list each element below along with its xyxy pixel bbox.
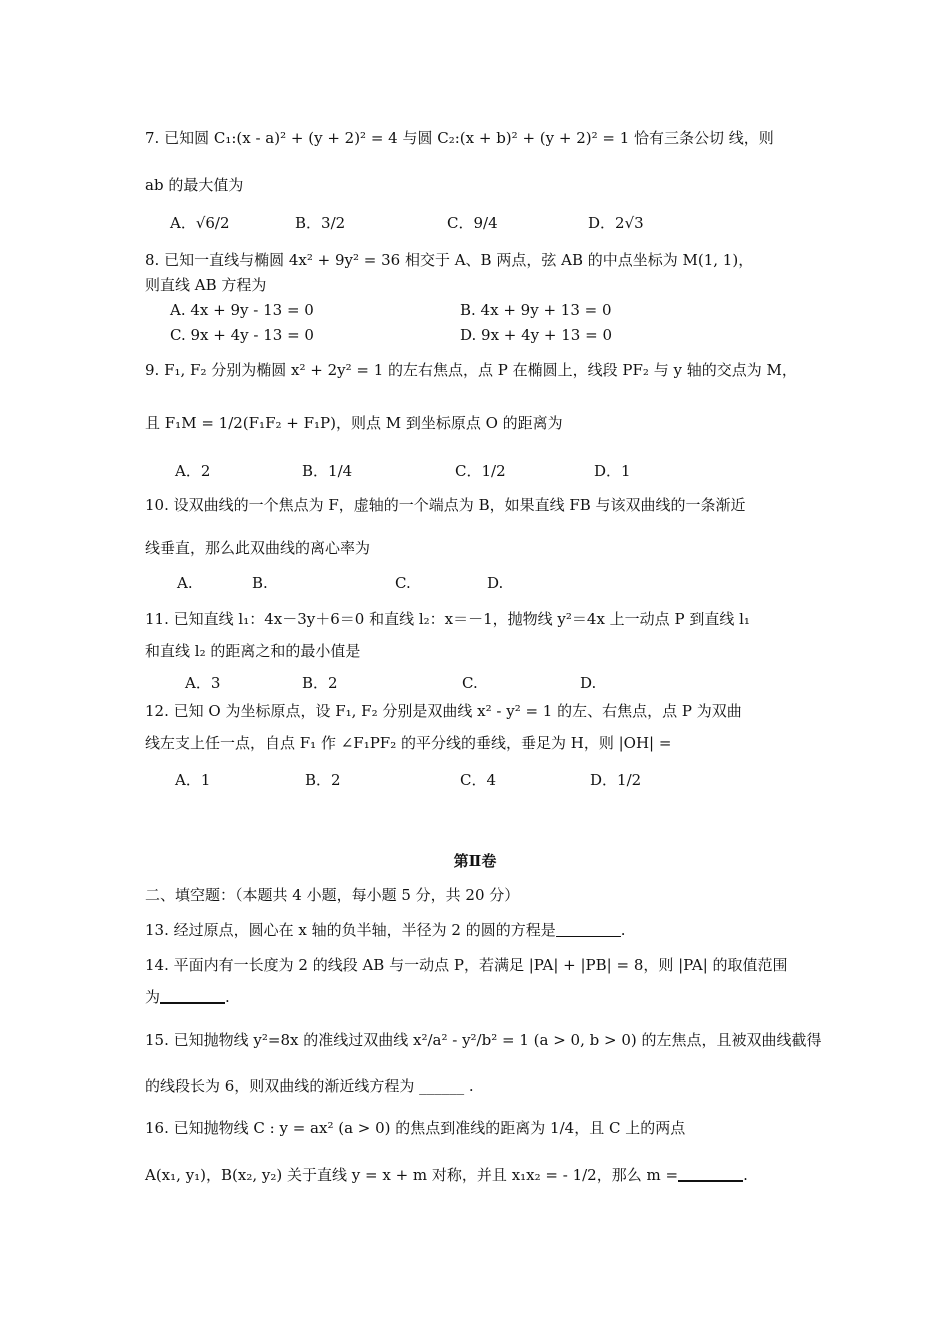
q15-line1: 15. 已知抛物线 y²=8x 的准线过双曲线 x²/a² - y²/b² = 1 (a > 0, b > 0) 的左焦点，且被双曲线截得 [145,1031,822,1049]
q8-option-b: B. 4x + 9y + 13 = 0 [460,301,612,319]
q12-option-a: A．1 [175,771,211,789]
q13-text: 13. 经过原点，圆心在 x 轴的负半轴，半径为 2 的圆的方程是 [145,921,556,939]
q9-option-c: C．1/2 [455,462,506,480]
q12-line2: 线左支上任一点，自点 F₁ 作 ∠F₁PF₂ 的平分线的垂线，垂足为 H，则 |OH| = [145,734,672,752]
q7-line1: 7. 已知圆 C₁:(x - a)² + (y + 2)² = 4 与圆 C₂:(x + b)² + (y + 2)² = 1 恰有三条公切 线，则 [145,129,774,147]
q10-option-b: B. [252,574,268,592]
q7-line2: ab 的最大值为 [145,176,244,194]
q10-line1: 10. 设双曲线的一个焦点为 F，虚轴的一个端点为 B，如果直线 FB 与该双曲线的一条渐近 [145,496,746,514]
q7-option-b: B．3/2 [295,214,346,232]
q16-text2: A(x₁, y₁)，B(x₂, y₂) 关于直线 y = x + m 对称，并且 x₁x₂ = - 1/2，那么 m = [145,1166,679,1184]
q11-option-a: A．3 [185,674,221,692]
q14-line1: 14. 平面内有一长度为 2 的线段 AB 与一动点 P，若满足 |PA| + |PB| = 8，则 |PA| 的取值范围 [145,956,788,974]
q13-period: . [620,921,626,939]
q11-option-c: C. [462,674,478,692]
q9-line1: 9. F₁, F₂ 分别为椭圆 x² + 2y² = 1 的左右焦点，点 P 在椭圆上，线段 PF₂ 与 y 轴的交点为 M， [145,361,797,379]
q8-line2: 则直线 AB 方程为 [145,276,267,294]
q14-line2 [145,987,230,1007]
q11-line1: 11. 已知直线 l₁：4x－3y＋6＝0 和直线 l₂：x＝－1，抛物线 y²＝4x 上一动点 P 到直线 l₁ [145,610,750,628]
q15-line2: 的线段长为 6，则双曲线的渐近线方程为 ______ . [145,1077,474,1095]
q14-answer-blank[interactable] [160,988,225,1004]
q8-option-d: D. 9x + 4y + 13 = 0 [460,326,612,344]
q10-line2: 线垂直，那么此双曲线的离心率为 [145,539,371,557]
q9-option-d: D．1 [594,462,631,480]
q11-line2: 和直线 l₂ 的距离之和的最小值是 [145,642,361,660]
q16-line2 [145,1165,748,1185]
q13-line [145,920,625,940]
q8-line1: 8. 已知一直线与椭圆 4x² + 9y² = 36 相交于 A、B 两点，弦 AB 的中点坐标为 M(1, 1)， [145,251,754,269]
q8-option-c: C. 9x + 4y - 13 = 0 [170,326,314,344]
q16-answer-blank[interactable] [678,1166,743,1182]
q11-option-b: B．2 [302,674,338,692]
q12-option-b: B．2 [305,771,341,789]
q10-option-c: C. [395,574,411,592]
q16-period: . [743,1166,748,1184]
q9-option-b: B．1/4 [302,462,353,480]
q9-option-a: A．2 [175,462,211,480]
section-intro: 二、填空题：（本题共 4 小题，每小题 5 分，共 20 分） [145,886,520,904]
q10-option-d: D. [487,574,504,592]
q11-option-d: D. [580,674,597,692]
section-title: 第Ⅱ卷 [453,852,497,870]
q16-line1: 16. 已知抛物线 C : y = ax² (a > 0) 的焦点到准线的距离为 1/4，且 C 上的两点 [145,1119,686,1137]
q13-answer-blank[interactable] [556,922,621,937]
q7-option-d: D．2√3 [588,214,644,232]
q12-option-c: C．4 [460,771,497,789]
q9-line2: 且 F₁M = 1/2(F₁F₂ + F₁P)，则点 M 到坐标原点 O 的距离为 [145,414,563,432]
q14-period: . [225,988,230,1006]
q10-option-a: A. [177,574,193,592]
q7-option-a: A．√6/2 [170,214,230,232]
q12-option-d: D．1/2 [590,771,642,789]
q14-text2: 为 [145,988,161,1006]
q7-option-c: C．9/4 [447,214,498,232]
q12-line1: 12. 已知 O 为坐标原点，设 F₁, F₂ 分别是双曲线 x² - y² = 1 的左、右焦点，点 P 为双曲 [145,702,742,720]
q8-option-a: A. 4x + 9y - 13 = 0 [170,301,314,319]
